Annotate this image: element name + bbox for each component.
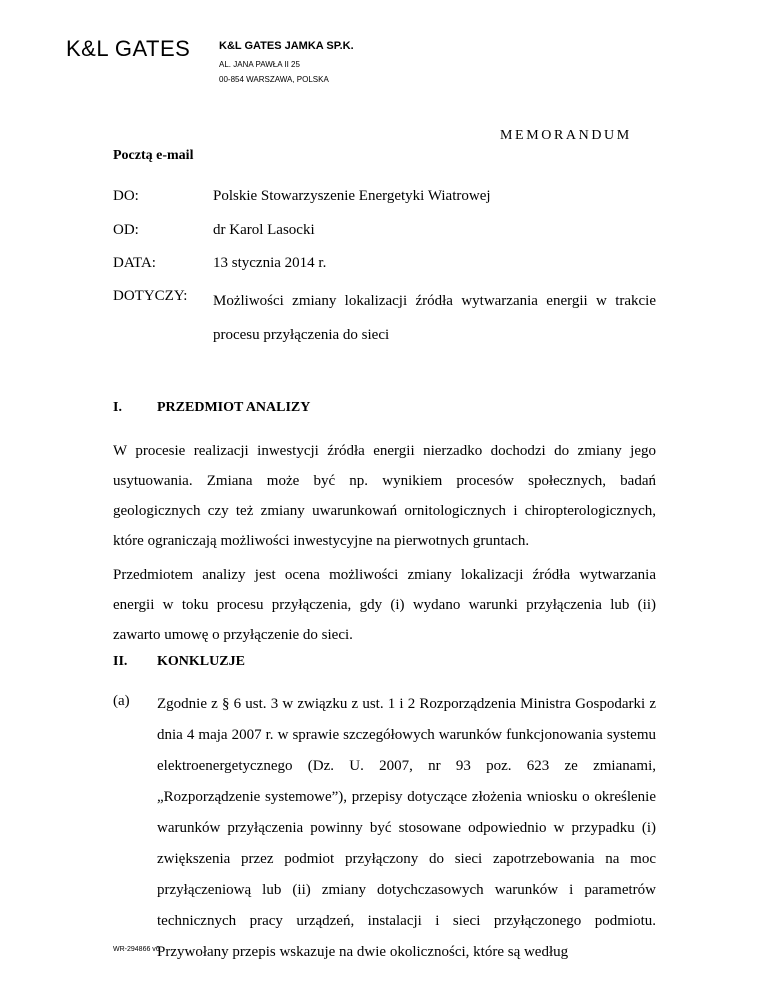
section2-number: II.: [113, 654, 128, 669]
memo-title: MEMORANDUM: [500, 128, 632, 143]
to-label: DO:: [113, 188, 139, 204]
section2-title: KONKLUZJE: [157, 654, 245, 669]
subject-value: Możliwości zmiany lokalizacji źródła wytwarzania energii w trakcie procesu przyłączenia do sieci: [213, 293, 656, 343]
from-label: OD:: [113, 222, 139, 238]
firm-address-line1: AL. JANA PAWŁA II 25: [219, 60, 300, 69]
firm-name: K&L GATES JAMKA SP.K.: [219, 40, 354, 52]
document-reference: WR-294866 v6: [113, 946, 160, 953]
section1-title: PRZEDMIOT ANALIZY: [157, 400, 311, 415]
delivery-method: Pocztą e-mail: [113, 148, 194, 163]
section1-paragraph2: Przedmiotem analizy jest ocena możliwości zmiany lokalizacji źródła wytwarzania energii w toku procesu przyłączenia, gdy (i) wydano warunki przyłączenia lub (ii) zawarto umowę o przyłączenie do sieci.: [113, 567, 656, 643]
company-logo: K&L GATES: [66, 36, 191, 61]
date-value: 13 stycznia 2014 r.: [213, 255, 327, 271]
to-value: Polskie Stowarzyszenie Energetyki Wiatrowej: [213, 188, 491, 204]
section1-paragraph1: W procesie realizacji inwestycji źródła energii nierzadko dochodzi do zmiany jego usytuowania. Zmiana może być np. wynikiem procesów społecznych, badań geologicznych czy też zmiany uwarunkowań ornitologicznych i chiropterologicznych, które ograniczają możliwości inwestycyjne na pierwotnych gruntach.: [113, 443, 656, 549]
subject-label: DOTYCZY:: [113, 288, 188, 304]
from-value: dr Karol Lasocki: [213, 222, 315, 238]
firm-address-line2: 00-854 WARSZAWA, POLSKA: [219, 75, 329, 84]
item-a-label: (a): [113, 693, 130, 709]
date-label: DATA:: [113, 255, 156, 271]
section1-number: I.: [113, 400, 122, 415]
item-a-text: Zgodnie z § 6 ust. 3 w związku z ust. 1 i 2 Rozporządzenia Ministra Gospodarki z dnia 4 maja 2007 r. w sprawie szczegółowych warunków funkcjonowania systemu elektroenergetycznego (Dz. U. 2007, nr 93 poz. 623 ze zmianami, „Rozporządzenie systemowe”), przepisy dotyczące złożenia wniosku o określenie warunków przyłączenia powinny być stosowane odpowiednio w przypadku (i) zwiększenia przez podmiot przyłączony do sieci zapotrzebowania na moc przyłączeniową lub (ii) zmiany dotychczasowych warunków i parametrów technicznych pracy urządzeń, instalacji i sieci przyłączonego podmiotu. Przywołany przepis wskazuje na dwie okoliczności, które są według: [157, 696, 656, 960]
